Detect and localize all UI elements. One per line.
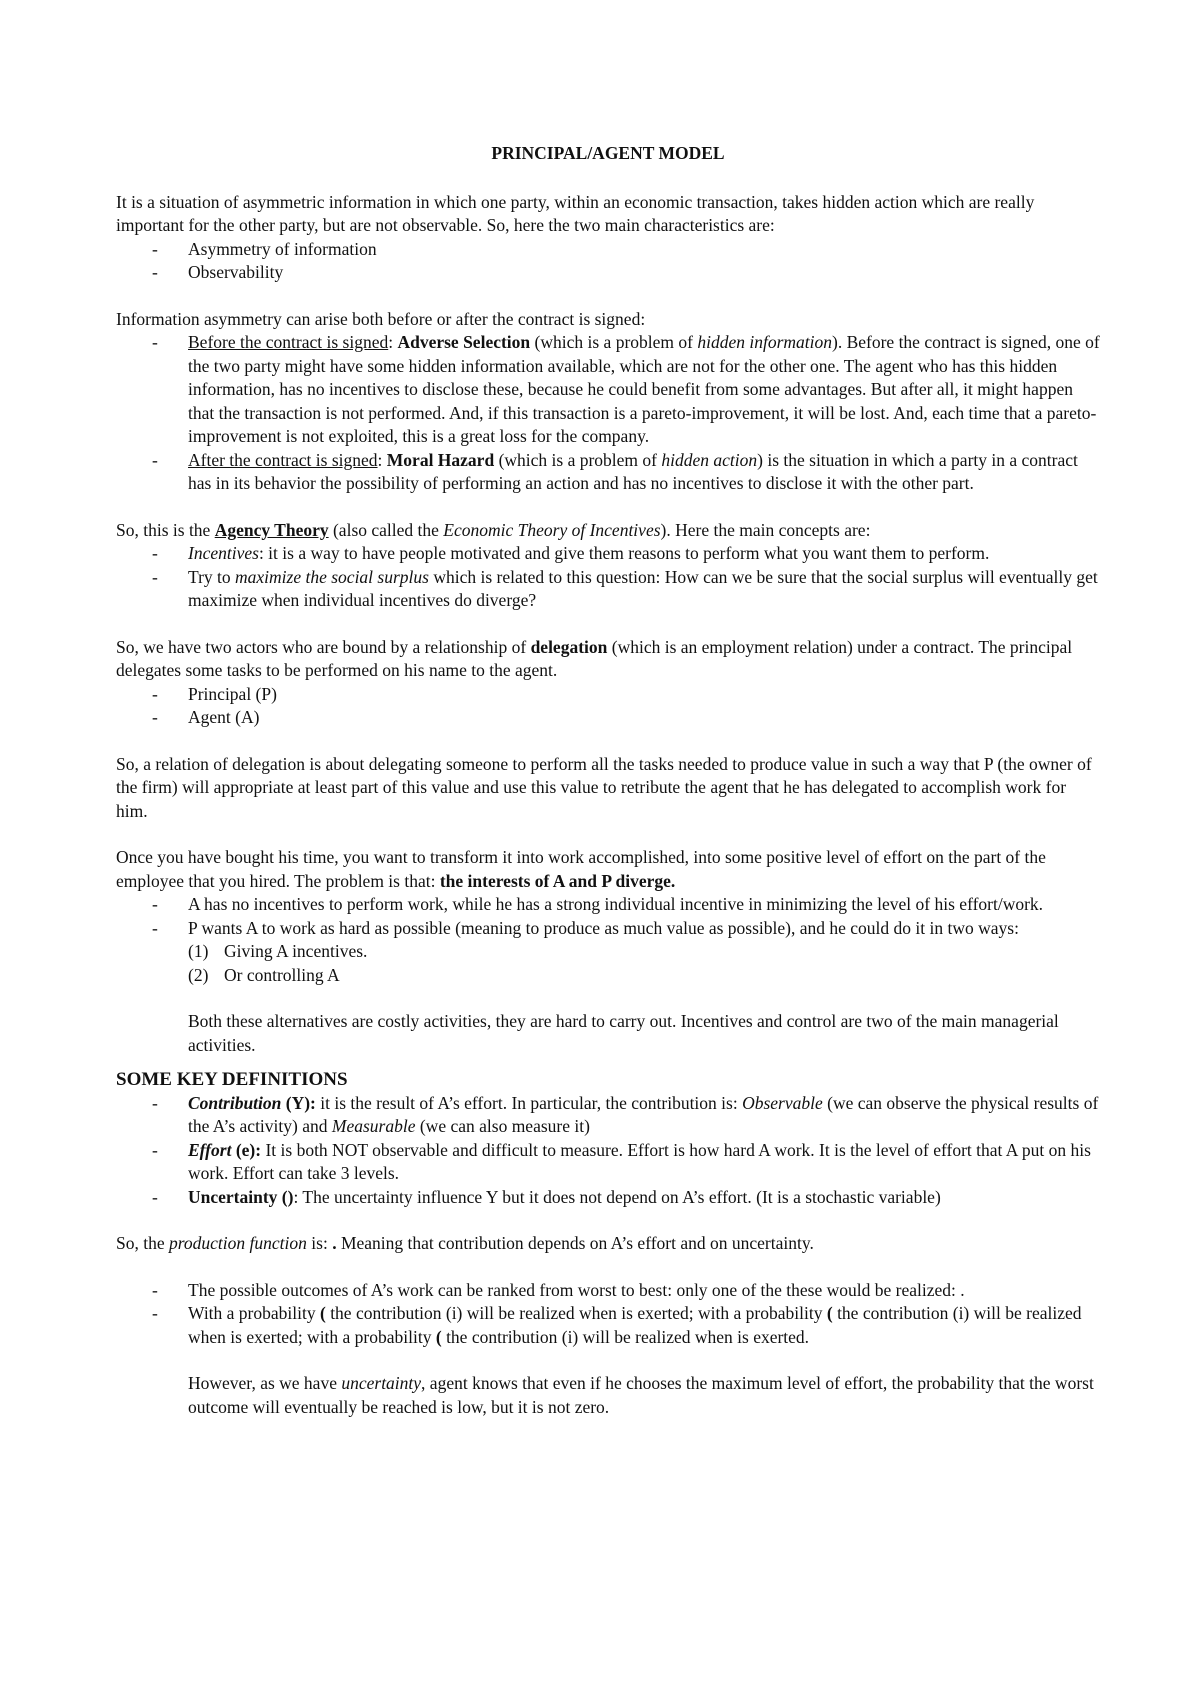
production-paragraph: So, the production function is: . Meaning that contribution depends on A’s effort and on uncertainty. [116,1233,814,1253]
term-moral-hazard: Moral Hazard [386,449,495,470]
definitions-list [116,1092,1100,1210]
ways-list [188,940,1100,987]
asymmetry-list [116,331,1100,496]
list-item-after: - After the contract is signed: Moral Hazard (which is a problem of hidden action) is the situation in which a party in a contract has in its behavior the possibility of performing an action and has no incentives to disclose it with the other part. [116,449,1100,496]
list-item: - Try to maximize the social surplus which is related to this question: How can we be sure that the social surplus will eventually get maximize when individual incentives do diverge? [116,566,1100,613]
definition-effort: - Effort (e): It is both NOT observable and difficult to measure. Effort is how hard A work. It is the level of effort that A put on his work. Effort can take 3 levels. [116,1139,1100,1186]
list-item: - Agent (A) [116,706,1100,730]
outcomes-list [116,1279,1100,1350]
list-item: (2) Or controlling A [188,964,340,985]
delegation-paragraph: So, we have two actors who are bound by a relationship of delegation (which is an employment relation) under a contract. The principal delegates some tasks to be performed on his name to the agent. [116,636,1073,680]
list-item-before: - Before the contract is signed: Adverse Selection (which is a problem of hidden information). Before the contract is signed, one of the two party might have some hidden information available, which are not for the other one. The agent who has this hidden information, has no incentives to disclose these, because he could benefit from some advantages. But after all, it might happen that the transaction is not performed. And, if this transaction is a pareto-improvement, it will be lost. And, each time that a pareto-improvement is not exploited, this is a great loss for the company. [116,331,1100,449]
concepts-list [116,542,1100,613]
list-item: - Asymmetry of information [116,238,1100,262]
characteristics-list [116,238,1100,285]
interests-list [116,893,1100,987]
intro-paragraph: It is a situation of asymmetric information in which one party, within an economic transaction, takes hidden action which are really important for the other party, but are not observable. So, here the two main characteristics are: [116,191,1035,235]
page-title: PRINCIPAL/AGENT MODEL [491,143,725,163]
term-agency-theory: Agency Theory [214,519,329,540]
list-item: - With a probability ( the contribution (i) will be realized when is exerted; with a probability ( the contribution (i) will be realized when is exerted; with a probability ( the contribution (i) will be realized when is exerted. [116,1302,1100,1349]
list-item: - A has no incentives to perform work, while he has a strong individual incentive in minimizing the level of his effort/work. [116,893,1100,917]
list-item: - The possible outcomes of A’s work can be ranked from worst to best: only one of the these would be realized: . [116,1279,1100,1303]
definition-contribution: - Contribution (Y): it is the result of A’s effort. In particular, the contribution is: Observable (we can observe the physical results of the A’s activity) and Measurable (we can also measure it) [116,1092,1100,1139]
list-item: - Observability [116,261,1100,285]
term-adverse-selection: Adverse Selection [397,332,531,352]
relation-paragraph: So, a relation of delegation is about delegating someone to perform all the tasks needed to produce value in such a way that P (the owner of the firm) will appropriate at least part of this value and use this value to retribute the agent that he has delegated to accomplish work for him. [116,753,1092,821]
actors-list [116,683,1100,730]
list-item: - Principal (P) [116,683,1100,707]
asymmetry-lead: Information asymmetry can arise both before or after the contract is signed: [116,308,646,329]
definition-uncertainty: - Uncertainty (): The uncertainty influence Y but it does not depend on A’s effort. (It is a stochastic variable) [116,1186,1100,1210]
term-delegation: delegation [530,636,608,657]
agency-paragraph: So, this is the Agency Theory (also called the Economic Theory of Incentives). Here the main concepts are: [116,519,871,540]
once-paragraph: Once you have bought his time, you want to transform it into work accomplished, into some positive level of effort on the part of the employee that you hired. The problem is that: the interests of A and P diverge. [116,847,1046,891]
list-item: - Incentives: it is a way to have people motivated and give them reasons to perform what you want them to perform. [116,542,1100,566]
list-item: - P wants A to work as hard as possible (meaning to produce as much value as possible), and he could do it in two ways: (1) Giving A incentives. (2) Or controlling A [116,917,1100,988]
definitions-heading: SOME KEY DEFINITIONS [116,1069,348,1090]
alternatives-note: Both these alternatives are costly activities, they are hard to carry out. Incentives and control are two of the main managerial activities. [188,1011,1059,1055]
uncertainty-paragraph: However, as we have uncertainty, agent knows that even if he chooses the maximum level of effort, the probability that the worst outcome will eventually be reached is low, but it is not zero. [188,1373,1094,1417]
list-item: (1) Giving A incentives. [188,941,368,961]
